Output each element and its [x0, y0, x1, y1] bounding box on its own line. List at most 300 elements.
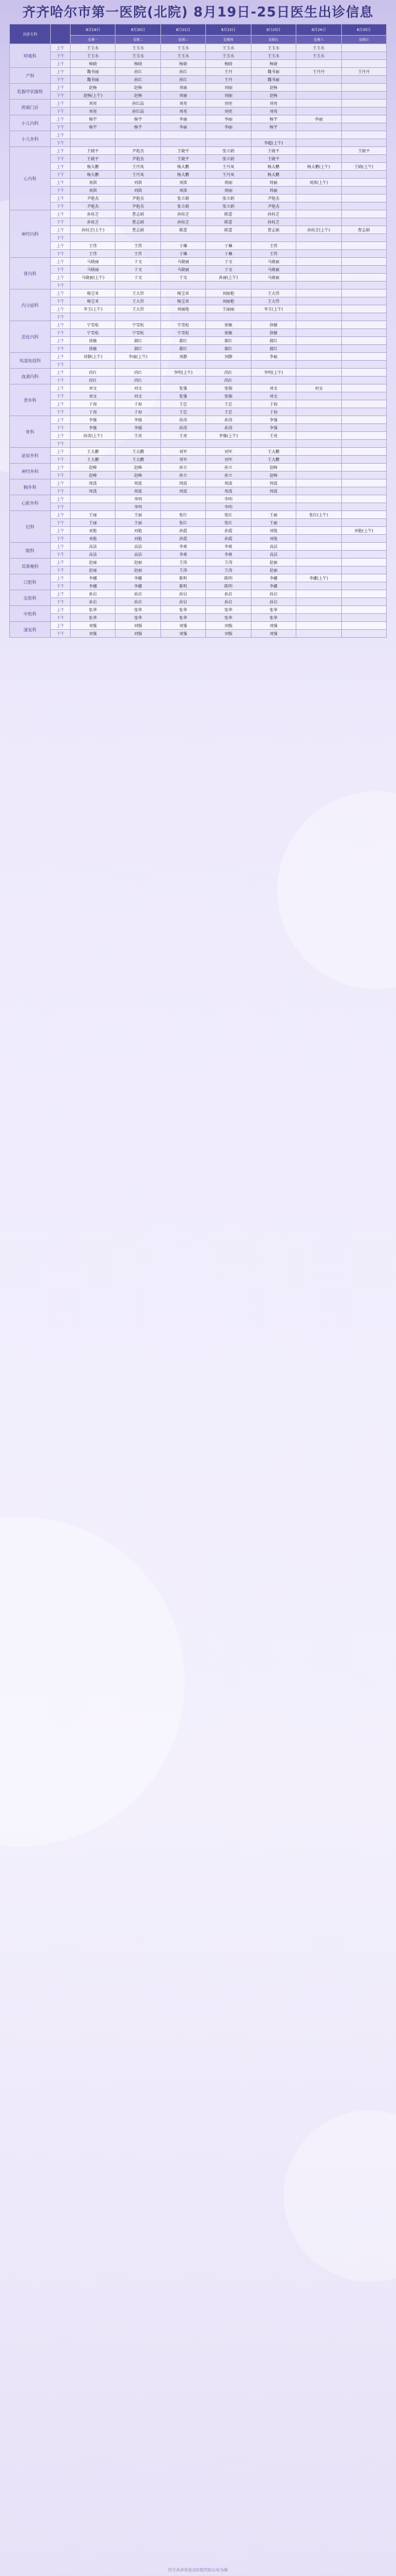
doctor-cell: 刘丽 — [206, 84, 251, 92]
doctor-cell: 刘亮 — [160, 100, 205, 107]
table-row — [10, 622, 387, 630]
column-header-weekday: 星期日 — [341, 36, 386, 44]
doctor-cell: 李娜 — [116, 574, 160, 582]
department-name: 心脏外科 — [10, 495, 51, 511]
doctor-cell — [296, 392, 341, 400]
doctor-cell: 李丽 — [206, 115, 251, 123]
doctor-cell — [296, 92, 341, 100]
doctor-cell — [341, 250, 386, 258]
period-cell: 上午 — [51, 321, 71, 329]
doctor-cell: 孙桂芝(上午) — [296, 226, 341, 234]
table-row — [10, 210, 387, 218]
doctor-cell: 赵杨(上午) — [71, 92, 116, 100]
doctor-cell — [296, 171, 341, 179]
period-cell: 上午 — [51, 400, 71, 408]
doctor-cell: 李丽 — [296, 115, 341, 123]
doctor-cell: 孙红 — [160, 76, 205, 84]
doctor-cell — [341, 155, 386, 163]
doctor-cell: 王伟 — [71, 250, 116, 258]
doctor-cell: 王大伟 — [116, 290, 160, 297]
period-cell: 上午 — [51, 68, 71, 76]
table-row — [10, 68, 387, 76]
table-row — [10, 456, 387, 464]
doctor-cell — [296, 503, 341, 511]
period-cell: 下午 — [51, 297, 71, 305]
doctor-cell — [341, 282, 386, 290]
doctor-cell: 尚红 — [206, 369, 251, 377]
period-cell: 上午 — [51, 305, 71, 313]
doctor-cell: 郝红 — [160, 337, 205, 345]
doctor-cell: 张红 — [206, 511, 251, 519]
doctor-cell: 杨宇 — [71, 123, 116, 131]
doctor-cell — [296, 416, 341, 424]
doctor-cell: 赵峰 — [71, 464, 116, 472]
doctor-cell — [341, 543, 386, 551]
doctor-cell — [296, 472, 341, 479]
column-header-date: 8月25日 — [341, 24, 386, 36]
doctor-cell: 尹艳杰 — [116, 147, 160, 155]
doctor-cell: 陈蕾 — [206, 210, 251, 218]
doctor-cell: 孙丽(上午) — [206, 274, 251, 282]
doctor-cell — [296, 84, 341, 92]
doctor-cell: 刘艳 — [116, 535, 160, 543]
doctor-cell: 李娜(上午) — [296, 574, 341, 582]
table-row — [10, 495, 387, 503]
doctor-cell — [296, 187, 341, 195]
table-row — [10, 487, 387, 495]
doctor-cell: 王亮 — [160, 432, 205, 440]
doctor-cell: 宁雪松 — [160, 321, 205, 329]
doctor-cell: 张强 — [160, 384, 205, 392]
doctor-cell — [296, 543, 341, 551]
doctor-cell: 王晓平 — [160, 155, 205, 163]
doctor-cell: 赵杨 — [116, 92, 160, 100]
table-row — [10, 226, 387, 234]
table-row — [10, 60, 387, 68]
doctor-cell: 周丽 — [251, 179, 296, 187]
doctor-cell: 于文 — [160, 274, 205, 282]
period-cell: 上午 — [51, 163, 71, 171]
doctor-cell — [116, 139, 160, 147]
doctor-cell — [71, 131, 116, 139]
doctor-cell — [341, 179, 386, 187]
period-cell: 下午 — [51, 456, 71, 464]
doctor-cell: 刘文 — [296, 384, 341, 392]
doctor-cell — [71, 440, 116, 448]
doctor-cell — [251, 313, 296, 321]
table-row — [10, 218, 387, 226]
doctor-cell: 王玉水 — [296, 52, 341, 60]
doctor-cell: 杨大鹏(上午) — [296, 163, 341, 171]
doctor-cell — [341, 551, 386, 559]
period-cell: 下午 — [51, 107, 71, 115]
table-row — [10, 630, 387, 638]
period-cell: 下午 — [51, 92, 71, 100]
period-cell: 下午 — [51, 408, 71, 416]
table-row — [10, 195, 387, 202]
doctor-cell: 杨晓 — [160, 60, 205, 68]
period-cell: 上午 — [51, 559, 71, 567]
doctor-cell — [296, 210, 341, 218]
doctor-cell: 李强 — [71, 416, 116, 424]
schedule-table-container — [9, 24, 387, 2564]
doctor-cell — [296, 464, 341, 472]
doctor-cell: 李丽(上午) — [116, 353, 160, 361]
doctor-cell: 周波 — [251, 479, 296, 487]
doctor-cell: 王伟 — [116, 250, 160, 258]
doctor-cell: 李强 — [251, 424, 296, 432]
period-cell: 下午 — [51, 139, 71, 147]
doctor-cell — [160, 131, 205, 139]
doctor-cell: 张华 — [116, 606, 160, 614]
doctor-cell: 赵杨 — [251, 84, 296, 92]
table-row — [10, 511, 387, 519]
doctor-cell: 杨大鹏 — [251, 171, 296, 179]
doctor-cell: 孙桂芝(上午) — [71, 226, 116, 234]
doctor-cell: 孙岩 — [116, 590, 160, 598]
column-header-date: 8月19日 — [71, 24, 116, 36]
doctor-cell: 李明 — [206, 503, 251, 511]
doctor-cell — [341, 416, 386, 424]
doctor-cell: 周波 — [251, 487, 296, 495]
doctor-cell: 杨晓 — [206, 60, 251, 68]
doctor-cell — [341, 384, 386, 392]
table-row — [10, 329, 387, 337]
department-name: 小儿内科 — [10, 115, 51, 131]
doctor-cell — [296, 305, 341, 313]
table-row — [10, 92, 387, 100]
doctor-cell: 刘静(上午) — [71, 353, 116, 361]
column-header-date: 8月22日 — [206, 24, 251, 36]
doctor-cell — [296, 345, 341, 353]
table-row — [10, 274, 387, 282]
doctor-cell: 孙岩 — [71, 590, 116, 598]
period-cell: 上午 — [51, 432, 71, 440]
doctor-cell: 郝红 — [206, 337, 251, 345]
department-name: 疼痛门诊 — [10, 100, 51, 115]
table-row — [10, 559, 387, 567]
doctor-cell: 张华 — [251, 606, 296, 614]
doctor-cell: 杨宝亚 — [160, 290, 205, 297]
period-cell: 下午 — [51, 630, 71, 638]
doctor-cell: 刘亮 — [71, 107, 116, 115]
doctor-cell: 赵丽 — [116, 559, 160, 567]
doctor-cell: 刘军 — [160, 448, 205, 456]
table-row — [10, 337, 387, 345]
table-row — [10, 432, 387, 440]
doctor-cell: 孙岩 — [160, 598, 205, 606]
doctor-cell — [341, 400, 386, 408]
department-name: 风湿免疫科 — [10, 353, 51, 369]
doctor-cell — [296, 195, 341, 202]
table-row — [10, 369, 387, 377]
period-cell: 下午 — [51, 614, 71, 622]
doctor-cell: 李明(上午) — [160, 369, 205, 377]
column-header-date: 8月21日 — [160, 24, 205, 36]
doctor-cell: 刘文 — [116, 384, 160, 392]
doctor-cell: 马晓丽 — [160, 258, 205, 266]
doctor-cell: 张立娟 — [206, 155, 251, 163]
doctor-cell: 王玉水 — [71, 44, 116, 52]
doctor-cell: 张红 — [160, 511, 205, 519]
table-row — [10, 290, 387, 297]
table-row — [10, 321, 387, 329]
column-header-weekday: 星期六 — [296, 36, 341, 44]
doctor-cell — [296, 448, 341, 456]
doctor-cell: 徐敏 — [206, 321, 251, 329]
doctor-cell: 宁雪松 — [71, 329, 116, 337]
doctor-cell — [341, 574, 386, 582]
doctor-cell: 张华 — [206, 606, 251, 614]
doctor-cell: 马晓丽 — [71, 266, 116, 274]
doctor-cell: 李爽 — [160, 551, 205, 559]
doctor-cell — [341, 495, 386, 503]
doctor-cell: 张华 — [71, 614, 116, 622]
doctor-cell — [341, 44, 386, 52]
doctor-cell: 于海 — [251, 400, 296, 408]
doctor-cell — [206, 313, 251, 321]
table-row — [10, 519, 387, 527]
department-name: 小儿外科 — [10, 131, 51, 147]
doctor-cell: 高洁 — [71, 551, 116, 559]
doctor-cell — [341, 100, 386, 107]
doctor-cell: 杨大鹏 — [71, 163, 116, 171]
doctor-cell: 王玉水 — [116, 52, 160, 60]
doctor-cell: 孙桂芝 — [251, 210, 296, 218]
doctor-cell: 王玉水 — [116, 44, 160, 52]
period-cell: 下午 — [51, 567, 71, 574]
doctor-cell — [116, 131, 160, 139]
doctor-cell: 马晓丽 — [251, 258, 296, 266]
doctor-cell: 孙涛(上午) — [71, 432, 116, 440]
doctor-cell: 刘艳 — [71, 527, 116, 535]
doctor-cell: 刘艳 — [251, 527, 296, 535]
doctor-cell — [71, 361, 116, 369]
department-name: 心内科 — [10, 147, 51, 210]
table-row — [10, 574, 387, 582]
doctor-cell: 张强 — [206, 384, 251, 392]
period-cell: 上午 — [51, 495, 71, 503]
period-cell: 上午 — [51, 574, 71, 582]
doctor-cell — [296, 377, 341, 384]
doctor-cell: 周波 — [116, 487, 160, 495]
doctor-cell: 刘强 — [206, 622, 251, 630]
doctor-cell: 张强 — [160, 392, 205, 400]
doctor-cell: 杨大鹏 — [160, 171, 205, 179]
table-row — [10, 131, 387, 139]
period-cell: 上午 — [51, 590, 71, 598]
doctor-cell: 周丽 — [206, 187, 251, 195]
period-cell: 上午 — [51, 622, 71, 630]
doctor-cell: 于文 — [116, 274, 160, 282]
doctor-cell: 于琳 — [206, 242, 251, 250]
department-name: 皮肤科 — [10, 590, 51, 606]
doctor-cell: 曹志娟 — [116, 226, 160, 234]
doctor-cell: 尚红 — [206, 377, 251, 384]
doctor-cell — [296, 76, 341, 84]
doctor-cell — [296, 630, 341, 638]
table-row — [10, 424, 387, 432]
department-name: 血液内科 — [10, 369, 51, 384]
doctor-cell: 赵丽 — [71, 559, 116, 567]
doctor-cell — [296, 139, 341, 147]
doctor-cell — [296, 527, 341, 535]
doctor-cell — [251, 503, 296, 511]
doctor-cell — [296, 479, 341, 487]
doctor-cell: 刘强 — [116, 630, 160, 638]
doctor-cell — [341, 369, 386, 377]
table-row — [10, 44, 387, 52]
doctor-cell: 刘洪 — [116, 187, 160, 195]
doctor-cell: 宁雪松 — [116, 329, 160, 337]
department-name: 普外科 — [10, 384, 51, 416]
doctor-cell: 赵杨 — [71, 84, 116, 92]
table-row — [10, 503, 387, 511]
footer-note: 医生出诊信息以医院实际公布为准 — [168, 2568, 228, 2573]
table-row — [10, 76, 387, 84]
doctor-cell: 赵峰 — [116, 472, 160, 479]
period-cell: 下午 — [51, 535, 71, 543]
doctor-cell — [341, 503, 386, 511]
doctor-cell: 张华 — [160, 614, 205, 622]
doctor-cell: 李强(上午) — [206, 432, 251, 440]
doctor-cell: 于琳 — [206, 250, 251, 258]
period-cell: 下午 — [51, 52, 71, 60]
doctor-cell: 李强 — [116, 424, 160, 432]
period-cell: 下午 — [51, 503, 71, 511]
doctor-cell: 李娜 — [71, 582, 116, 590]
doctor-cell: 王丽 — [116, 511, 160, 519]
doctor-cell: 王晓平 — [251, 147, 296, 155]
doctor-cell: 王玉水 — [206, 44, 251, 52]
doctor-cell: 尹艳杰 — [116, 155, 160, 163]
doctor-cell — [71, 139, 116, 147]
doctor-cell: 马晓丽 — [251, 274, 296, 282]
period-cell: 上午 — [51, 464, 71, 472]
doctor-cell — [296, 487, 341, 495]
doctor-cell: 周波 — [160, 487, 205, 495]
doctor-cell: 王玉水 — [160, 52, 205, 60]
doctor-cell — [251, 440, 296, 448]
doctor-cell: 高洁 — [251, 543, 296, 551]
doctor-cell — [341, 337, 386, 345]
doctor-cell: 刘艳 — [71, 535, 116, 543]
doctor-cell: 李超(上午) — [251, 139, 296, 147]
doctor-cell: 魏书丽 — [251, 68, 296, 76]
doctor-cell — [116, 313, 160, 321]
period-cell: 下午 — [51, 250, 71, 258]
doctor-cell — [341, 76, 386, 84]
period-cell: 上午 — [51, 195, 71, 202]
doctor-cell — [341, 361, 386, 369]
doctor-cell — [341, 535, 386, 543]
doctor-cell: 王丹 — [206, 68, 251, 76]
doctor-cell: 马晓丽 — [160, 266, 205, 274]
doctor-cell: 李明 — [116, 503, 160, 511]
doctor-cell: 于文 — [206, 258, 251, 266]
doctor-cell — [341, 321, 386, 329]
doctor-cell — [296, 123, 341, 131]
doctor-cell: 王丽 — [71, 511, 116, 519]
doctor-cell: 孙岩 — [251, 590, 296, 598]
schedule-table — [9, 24, 387, 638]
doctor-cell: 王晓平 — [160, 147, 205, 155]
period-cell: 上午 — [51, 60, 71, 68]
doctor-cell: 刘文 — [71, 384, 116, 392]
doctor-cell — [296, 567, 341, 574]
doctor-cell: 孙岩 — [206, 590, 251, 598]
doctor-cell: 刘文 — [116, 392, 160, 400]
doctor-cell: 周波 — [71, 487, 116, 495]
doctor-cell: 刘亮 — [206, 100, 251, 107]
period-cell: 上午 — [51, 147, 71, 155]
doctor-cell: 刘洪 — [71, 179, 116, 187]
doctor-cell — [296, 582, 341, 590]
table-row — [10, 305, 387, 313]
table-row — [10, 107, 387, 115]
doctor-cell — [341, 218, 386, 226]
table-row — [10, 163, 387, 171]
doctor-cell — [206, 139, 251, 147]
table-row — [10, 377, 387, 384]
doctor-cell: 尹艳杰 — [116, 195, 160, 202]
doctor-cell: 魏书丽 — [251, 76, 296, 84]
doctor-cell: 魏书丽 — [71, 76, 116, 84]
table-row — [10, 551, 387, 559]
doctor-cell: 尚红 — [116, 377, 160, 384]
doctor-cell: 刘洪 — [160, 187, 205, 195]
table-row — [10, 123, 387, 131]
doctor-cell: 李爽 — [206, 543, 251, 551]
table-row — [10, 590, 387, 598]
doctor-cell — [296, 495, 341, 503]
doctor-cell: 尚红 — [116, 369, 160, 377]
doctor-cell: 刘文 — [251, 392, 296, 400]
doctor-cell: 王丹丹 — [296, 68, 341, 76]
doctor-cell — [296, 202, 341, 210]
doctor-cell — [341, 464, 386, 472]
doctor-cell: 李丽 — [206, 123, 251, 131]
doctor-cell — [341, 392, 386, 400]
doctor-cell: 李玉(上午) — [251, 305, 296, 313]
department-name: 口腔科 — [10, 574, 51, 590]
column-header-department: 出诊专科 — [10, 24, 51, 44]
period-cell: 下午 — [51, 345, 71, 353]
doctor-cell: 马晓丽 — [71, 258, 116, 266]
doctor-cell: 王丹凤 — [116, 171, 160, 179]
doctor-cell: 王大鹏 — [251, 448, 296, 456]
doctor-cell: 刘军 — [206, 456, 251, 464]
doctor-cell: 赵杨 — [116, 84, 160, 92]
page-title: 齐齐哈尔市第一医院(北院) 8月19日-25日医生出诊信息 — [22, 4, 374, 20]
doctor-cell: 王晓平 — [71, 155, 116, 163]
table-row — [10, 479, 387, 487]
doctor-cell: 刘静 — [160, 353, 205, 361]
doctor-cell: 李娜 — [71, 574, 116, 582]
doctor-cell: 刘强 — [206, 630, 251, 638]
period-cell: 下午 — [51, 519, 71, 527]
doctor-cell: 李丽 — [160, 123, 205, 131]
doctor-cell: 李玉(上午) — [71, 305, 116, 313]
doctor-cell: 刘艳 — [251, 535, 296, 543]
doctor-cell: 王大鹏 — [116, 448, 160, 456]
table-row — [10, 408, 387, 416]
doctor-cell: 王伟 — [71, 242, 116, 250]
doctor-cell: 高洁 — [116, 543, 160, 551]
doctor-cell: 王晓平 — [251, 155, 296, 163]
header-row — [10, 24, 387, 36]
department-name: 胸外科 — [10, 479, 51, 495]
